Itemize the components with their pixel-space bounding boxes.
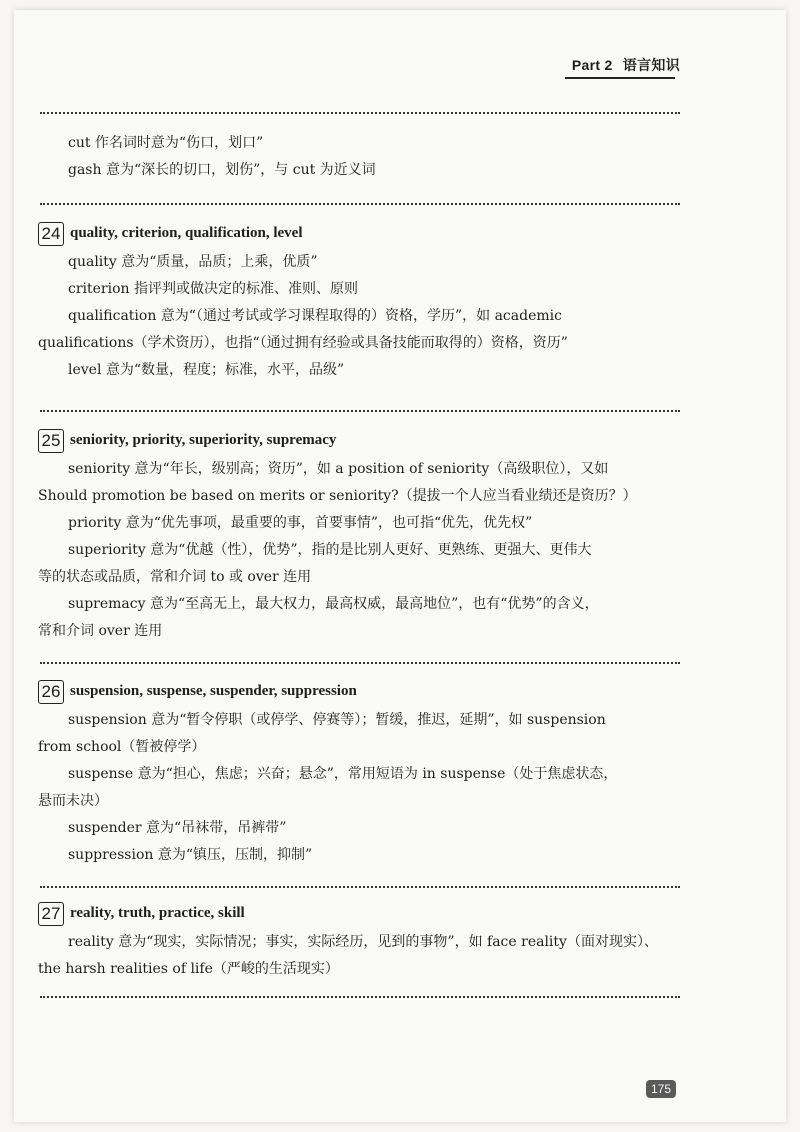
entry-line: priority 意为“优先事项，最重要的事，首要事情”，也可指“优先，优先权”: [68, 515, 533, 531]
entry-25: [38, 427, 683, 645]
entry-line: seniority 意为“年长，级别高；资历”，如 a position of seniority（高级职位），又如: [68, 461, 609, 477]
entry-line: qualifications（学术资历），也指“（通过拥有经验或具备技能而取得的）资格，资历”: [38, 335, 568, 351]
entry-line: criterion 指评判或做决定的标准、准则、原则: [68, 281, 358, 297]
entry-line: suppression 意为“镇压，压制，抑制”: [68, 847, 313, 863]
entry-24: [38, 220, 683, 384]
header-part: Part 2: [571, 57, 613, 73]
entry-line: qualification 意为“（通过考试或学习课程取得的）资格，学历”，如 academic: [68, 308, 562, 324]
page-number: 175: [646, 1080, 676, 1098]
entry-line: reality 意为“现实，实际情况；事实，实际经历，见到的事物”，如 face reality（面对现实）、: [68, 934, 658, 950]
intro-line: gash 意为“深长的切口，划伤”，与 cut 为近义词: [68, 162, 376, 178]
entry-line: superiority 意为“优越（性），优势”，指的是比别人更好、更熟练、更强大、更伟大: [68, 542, 592, 558]
dotted-separator: [40, 112, 680, 114]
entry-26: [38, 678, 683, 869]
entry-27: [38, 900, 683, 983]
running-header: [572, 55, 680, 75]
entry-line: 等的状态或品质，常和介词 to 或 over 连用: [38, 569, 312, 585]
entry-title-row: [38, 220, 683, 247]
entry-title: quality, criterion, qualification, level: [70, 225, 303, 241]
header-underline: [565, 77, 675, 79]
entry-title: suspension, suspense, suspender, suppression: [70, 683, 357, 699]
entry-title-row: [38, 900, 683, 927]
entry-line: 悬而未决）: [38, 793, 108, 809]
entry-line: level 意为“数量，程度；标准，水平，品级”: [68, 362, 345, 378]
dotted-separator: [40, 886, 680, 888]
entry-line: supremacy 意为“至高无上，最大权力，最高权威，最高地位”，也有“优势”的含义，: [68, 596, 599, 612]
entry-line: from school（暂被停学）: [38, 739, 206, 755]
entry-line: suspension 意为“暂令停职（或停学、停赛等）；暂缓，推迟，延期”，如 suspension: [68, 712, 606, 728]
entry-number-badge: 27: [38, 902, 64, 926]
intro-block: [38, 130, 683, 184]
entry-number-badge: 25: [38, 429, 64, 453]
entry-line: 常和介词 over 连用: [38, 623, 163, 639]
dotted-separator: [40, 996, 680, 998]
dotted-separator: [40, 662, 680, 664]
entry-line: the harsh realities of life（严峻的生活现实）: [38, 961, 339, 977]
header-section: 语言知识: [622, 57, 680, 73]
entry-number-badge: 26: [38, 680, 64, 704]
entry-title-row: [38, 427, 683, 454]
dotted-separator: [40, 203, 680, 205]
dotted-separator: [40, 410, 680, 412]
entry-line: suspense 意为“担心，焦虑；兴奋；悬念”，常用短语为 in suspense（处于焦虑状态，: [68, 766, 618, 782]
entry-title: seniority, priority, superiority, supremacy: [70, 432, 337, 448]
intro-line: cut 作名词时意为“伤口，划口”: [68, 135, 264, 151]
entry-line: Should promotion be based on merits or seniority?（提拔一个人应当看业绩还是资历？）: [38, 488, 637, 504]
entry-line: quality 意为“质量，品质；上乘，优质”: [68, 254, 318, 270]
entry-number-badge: 24: [38, 222, 64, 246]
entry-title-row: [38, 678, 683, 705]
entry-title: reality, truth, practice, skill: [70, 905, 245, 921]
entry-line: suspender 意为“吊袜带，吊裤带”: [68, 820, 287, 836]
